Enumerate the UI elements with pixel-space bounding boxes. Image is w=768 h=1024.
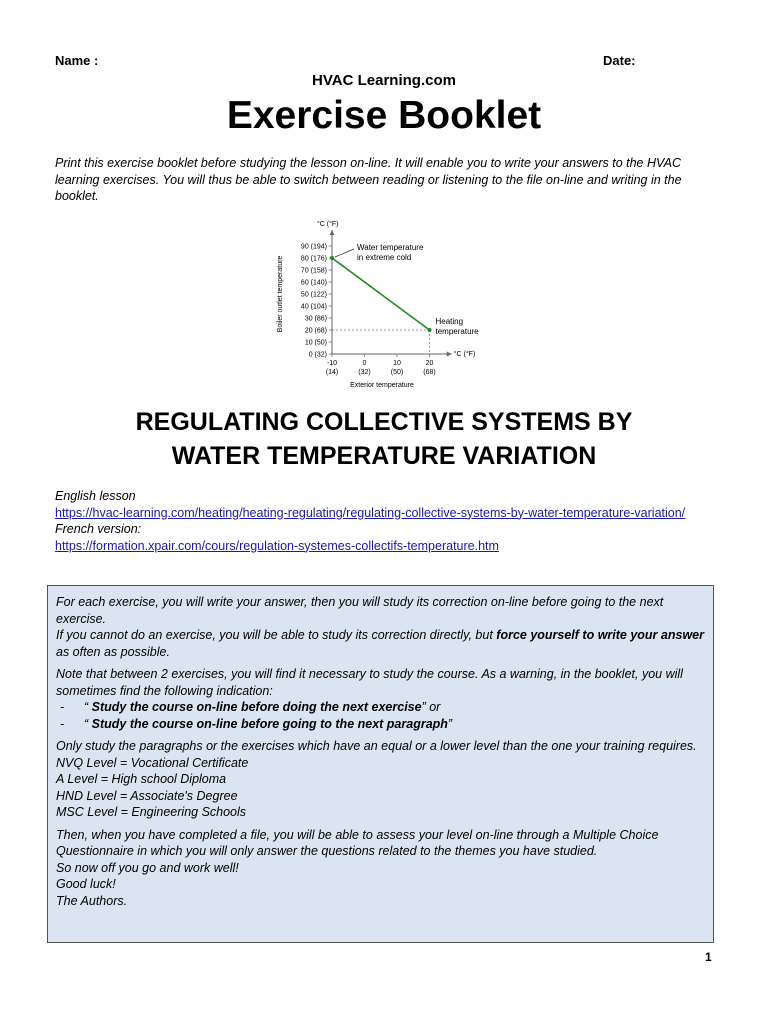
closing-line: The Authors. bbox=[56, 893, 128, 908]
lesson-links bbox=[55, 488, 735, 554]
x-tick-label: 20 bbox=[425, 360, 434, 367]
y-tick-label: 50 (122) bbox=[300, 291, 327, 299]
annotation-label: Water temperature bbox=[357, 243, 424, 252]
x-tick-label: 0 bbox=[362, 360, 367, 367]
x-tick-sublabel: (68) bbox=[423, 369, 436, 376]
intro-paragraph: Print this exercise booklet before studying the lesson on-line. It will enable you to write your answers to the HVAC learning exercises. You will thus be able to switch between reading or listening to the file on-line and writing in the booklet. bbox=[55, 156, 682, 203]
bullet-item bbox=[56, 716, 705, 733]
p1-bold: force yourself to write your answer bbox=[496, 628, 704, 642]
x-tick-label: 10 bbox=[393, 360, 401, 367]
instructions-paragraph-2: Note that between 2 exercises, you will find it necessary to study the course. As a warning, in the booklet, you will sometimes find the following indication: bbox=[56, 667, 683, 698]
annotation-label: temperature bbox=[435, 327, 479, 336]
site-name: HVAC Learning.com bbox=[312, 72, 456, 89]
bullet-text: “ Study the course on-line before going to the next paragraph” bbox=[84, 716, 453, 731]
bullet-item bbox=[56, 699, 705, 716]
section-title-line2: WATER TEMPERATURE VARIATION bbox=[171, 442, 597, 470]
p1-start: For each exercise, you will write your answer, then you will study its correction on-line before going to the next exercise. bbox=[56, 595, 664, 626]
p1-cont: If you cannot do an exercise, you will be able to study its correction directly, but bbox=[56, 628, 497, 642]
data-point bbox=[428, 328, 432, 332]
date-label: Date: bbox=[603, 53, 636, 68]
y-tick-label: 20 (68) bbox=[304, 327, 327, 335]
y-tick-label: 40 (104) bbox=[300, 303, 327, 311]
temperature-chart bbox=[266, 203, 506, 395]
y-tick-label: 70 (158) bbox=[300, 267, 327, 275]
x-tick-sublabel: (32) bbox=[358, 369, 371, 376]
y-unit-label: °C (°F) bbox=[317, 221, 339, 228]
y-tick-label: 60 (140) bbox=[300, 279, 327, 287]
y-axis-arrow bbox=[330, 230, 335, 235]
data-point bbox=[330, 256, 334, 260]
level-line: NVQ Level = Vocational Certificate bbox=[56, 755, 249, 770]
instructions-paragraph-3: Only study the paragraphs or the exercises which have an equal or a lower level than the one your training requires. NVQ Level = Vocational Certificate A Level = High school Diploma HND Level = Associate's Degree MSC Level = Engineering Schools bbox=[56, 739, 697, 819]
french-version-link[interactable]: https://formation.xpair.com/cours/regulation-systemes-collectifs-temperature.htm bbox=[55, 538, 499, 553]
section-title bbox=[0, 405, 768, 473]
x-axis-title: Exterior temperature bbox=[350, 382, 414, 389]
instructions-paragraph-4: Then, when you have completed a file, you will be able to assess your level on-line through a Multiple Choice Questionnaire in which you will only answer the questions related to the themes you have studied. So now off you go and work well! Good luck! The Authors. bbox=[56, 827, 659, 908]
name-label: Name : bbox=[55, 53, 99, 68]
level-line: A Level = High school Diploma bbox=[56, 772, 227, 786]
series-line bbox=[332, 258, 430, 330]
x-tick-sublabel: (50) bbox=[390, 369, 404, 376]
y-tick-label: 90 (194) bbox=[300, 243, 327, 251]
page-number: 1 bbox=[705, 950, 712, 964]
p1-end: as often as possible. bbox=[56, 644, 170, 659]
annotation-label: in extreme cold bbox=[357, 253, 412, 262]
bullet-dash: - bbox=[60, 700, 65, 714]
x-tick-sublabel: (14) bbox=[325, 369, 339, 376]
y-tick-label: 30 (86) bbox=[304, 315, 327, 323]
bullet-text: “ Study the course on-line before doing the next exercise” or bbox=[84, 700, 441, 714]
annotation-leader bbox=[335, 249, 354, 257]
instructions-paragraph-1 bbox=[56, 594, 705, 660]
section-title-line1: REGULATING COLLECTIVE SYSTEMS BY bbox=[135, 408, 633, 436]
level-line: MSC Level = Engineering Schools bbox=[56, 805, 247, 819]
page-title: Exercise Booklet bbox=[226, 94, 542, 137]
annotation-label: Heating bbox=[435, 317, 464, 326]
bullet-dash: - bbox=[60, 716, 65, 731]
closing-line: Good luck! bbox=[56, 877, 116, 891]
french-version-label: French version: bbox=[55, 522, 142, 536]
x-tick-label: -10 bbox=[326, 360, 338, 367]
english-lesson-link[interactable]: https://hvac-learning.com/heating/heating-regulating/regulating-collective-systems-by-water-temperature-variation/ bbox=[55, 505, 686, 520]
level-line: HND Level = Associate's Degree bbox=[56, 788, 238, 803]
y-tick-label: 80 (176) bbox=[300, 255, 327, 263]
x-unit-label: °C (°F) bbox=[453, 351, 476, 358]
y-tick-label: 0 (32) bbox=[308, 351, 327, 359]
english-lesson-label: English lesson bbox=[55, 489, 136, 503]
y-axis-title: Boiler outlet temperature bbox=[277, 255, 284, 333]
closing-line: So now off you go and work well! bbox=[56, 860, 239, 875]
x-axis-arrow bbox=[447, 352, 452, 357]
y-tick-label: 10 (50) bbox=[304, 339, 327, 347]
instructions-box bbox=[47, 585, 714, 943]
